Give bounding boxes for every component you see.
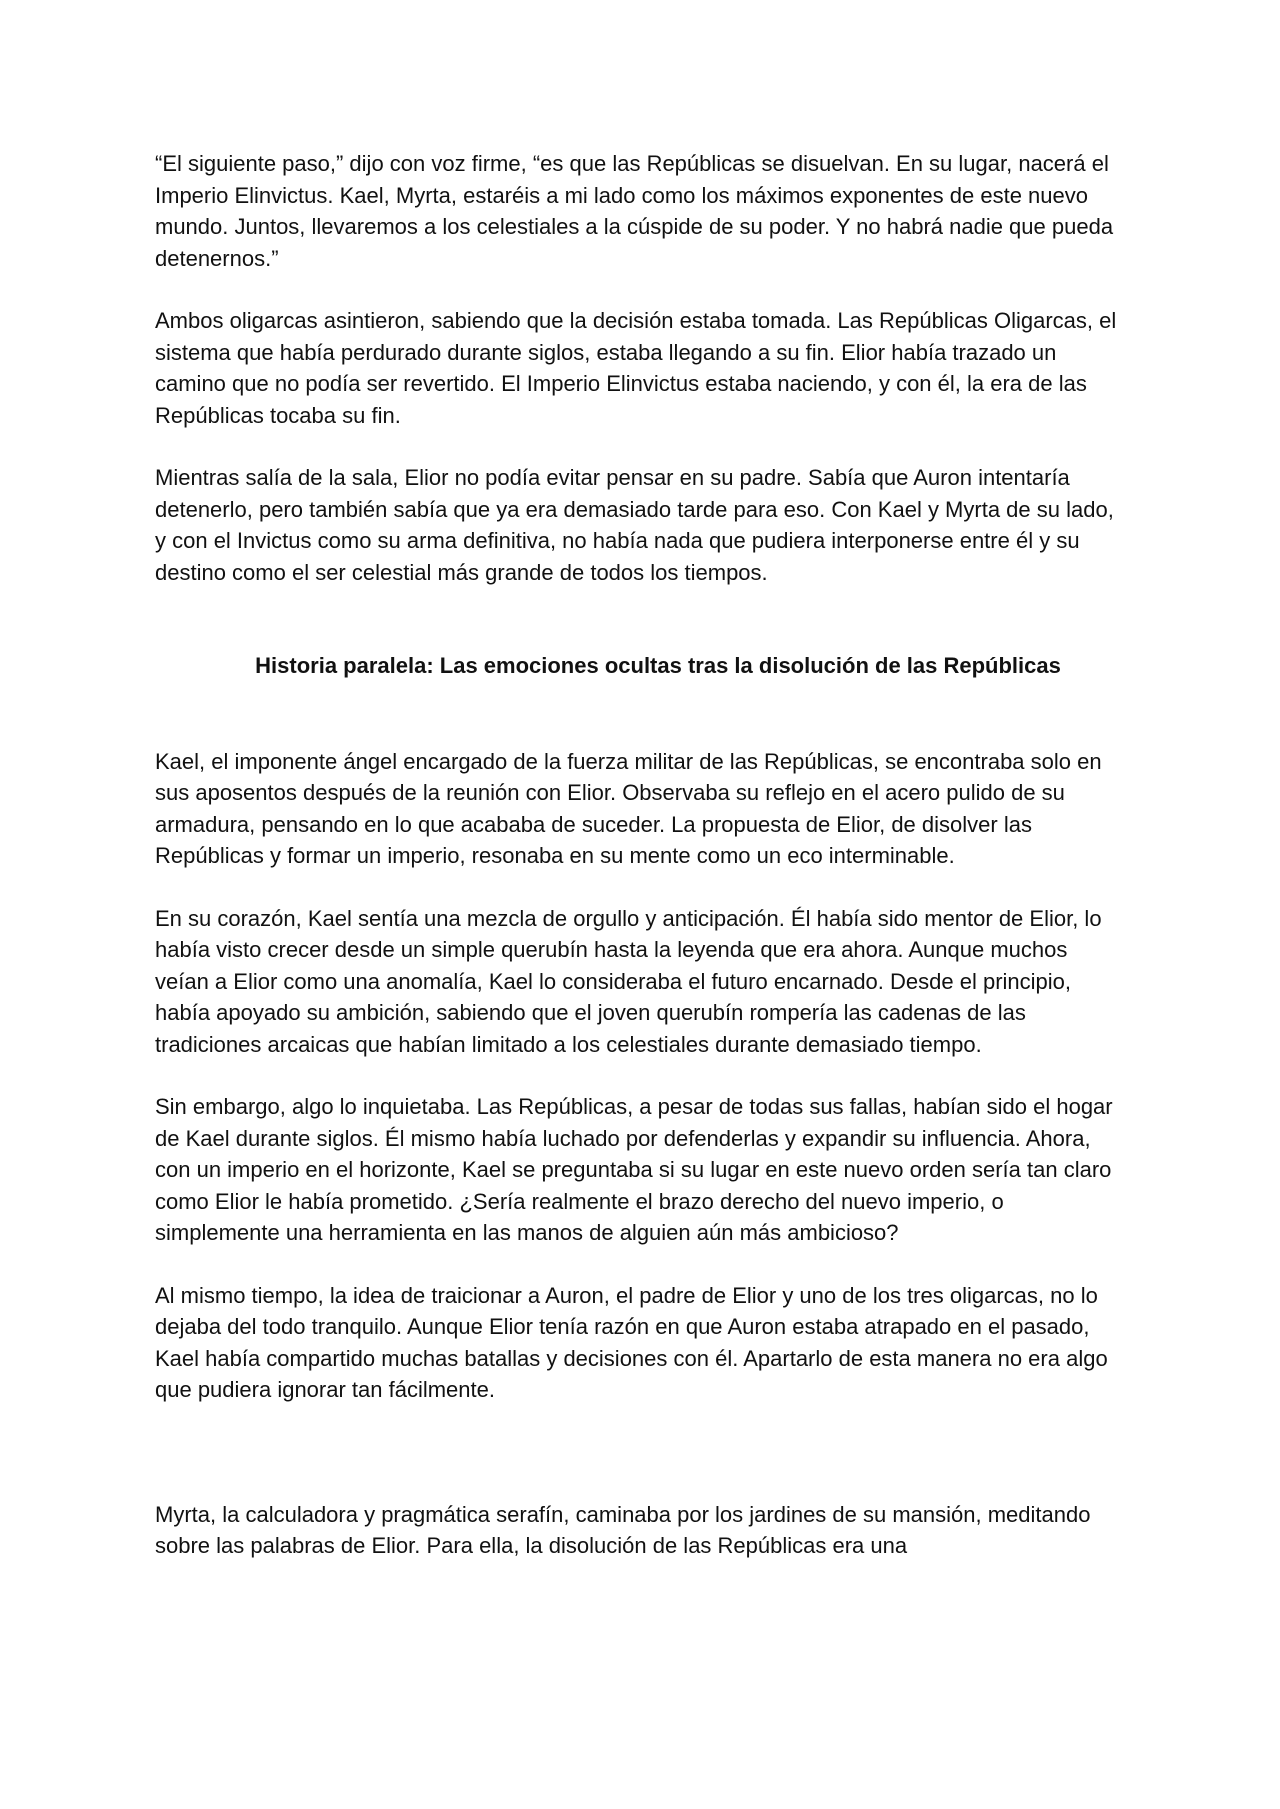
paragraph-kael-aposentos: Kael, el imponente ángel encargado de la fuerza militar de las Repúblicas, se encontraba solo en sus aposentos después de la reunión con Elior. Observaba su reflejo en el acero pulido de su armadura, pensando en lo que acababa de suceder. La propuesta de Elior, de disolver las Repúblicas y formar un imperio, resonaba en su mente como un eco interminable.: [155, 748, 1102, 868]
paragraph-kael-corazon: En su corazón, Kael sentía una mezcla de orgullo y anticipación. Él había sido mentor de Elior, lo había visto crecer desde un simple querubín hasta la leyenda que era ahora. Aunque muchos veían a Elior como una anomalía, Kael lo consideraba el futuro encarnado. Desde el principio, había apoyado su ambición, sabiendo que el joven querubín rompería las cadenas de las tradiciones arcaicas que habían limitado a los celestiales durante demasiado tiempo.: [155, 905, 1102, 1057]
section-spacer: [155, 1406, 1127, 1499]
paragraph-elior-sale: Mientras salía de la sala, Elior no podía evitar pensar en su padre. Sabía que Auron intentaría detenerlo, pero también sabía que ya era demasiado tarde para eso. Con Kael y Myrta de su lado, y con el Invictus como su arma definitiva, no había nada que pudiera interponerse entre él y su destino como el ser celestial más grande de todos los tiempos.: [155, 465, 1114, 585]
document-body: [155, 148, 1127, 1562]
paragraph-oligarcas-asintieron: Ambos oligarcas asintieron, sabiendo que la decisión estaba tomada. Las Repúblicas Oligarcas, el sistema que había perdurado durante siglos, estaba llegando a su fin. Elior había trazado un camino que no podía ser revertido. El Imperio Elinvictus estaba naciendo, y con él, la era de las Repúblicas tocaba su fin.: [155, 308, 1117, 428]
paragraph-kael-inquietud: Sin embargo, algo lo inquietaba. Las Repúblicas, a pesar de todas sus fallas, habían sido el hogar de Kael durante siglos. Él mismo había luchado por defenderlas y expandir su influencia. Ahora, con un imperio en el horizonte, Kael se preguntaba si su lugar en este nuevo orden sería tan claro como Elior le había prometido. ¿Sería realmente el brazo derecho del nuevo imperio, o simplemente una herramienta en las manos de alguien aún más ambicioso?: [155, 1094, 1113, 1245]
section-heading: Historia paralela: Las emociones ocultas tras la disolución de las Repúblicas: [255, 653, 1061, 678]
section-spacer: [155, 682, 1127, 746]
paragraph-kael-auron: Al mismo tiempo, la idea de traicionar a Auron, el padre de Elior y uno de los tres oligarcas, no lo dejaba del todo tranquilo. Aunque Elior tenía razón en que Auron estaba atrapado en el pasado, Kael había compartido muchas batallas y decisiones con él. Apartarlo de esta manera no era algo que pudiera ignorar tan fácilmente.: [155, 1282, 1108, 1402]
paragraph-spacer: [155, 274, 1127, 305]
paragraph-spacer: [155, 431, 1127, 462]
paragraph-spacer: [155, 872, 1127, 903]
paragraph-spacer: [155, 1060, 1127, 1091]
paragraph-spacer: [155, 1249, 1127, 1280]
paragraph-myrta: Myrta, la calculadora y pragmática serafín, caminaba por los jardines de su mansión, meditando sobre las palabras de Elior. Para ella, la disolución de las Repúblicas era una: [155, 1501, 1091, 1558]
paragraph-siguiente-paso: “El siguiente paso,” dijo con voz firme, “es que las Repúblicas se disuelvan. En su lugar, nacerá el Imperio Elinvictus. Kael, Myrta, estaréis a mi lado como los máximos exponentes de este nuevo mundo. Juntos, llevaremos a los celestiales a la cúspide de su poder. Y no habrá nadie que pueda detenernos.”: [155, 151, 1114, 271]
section-spacer: [155, 588, 1127, 650]
